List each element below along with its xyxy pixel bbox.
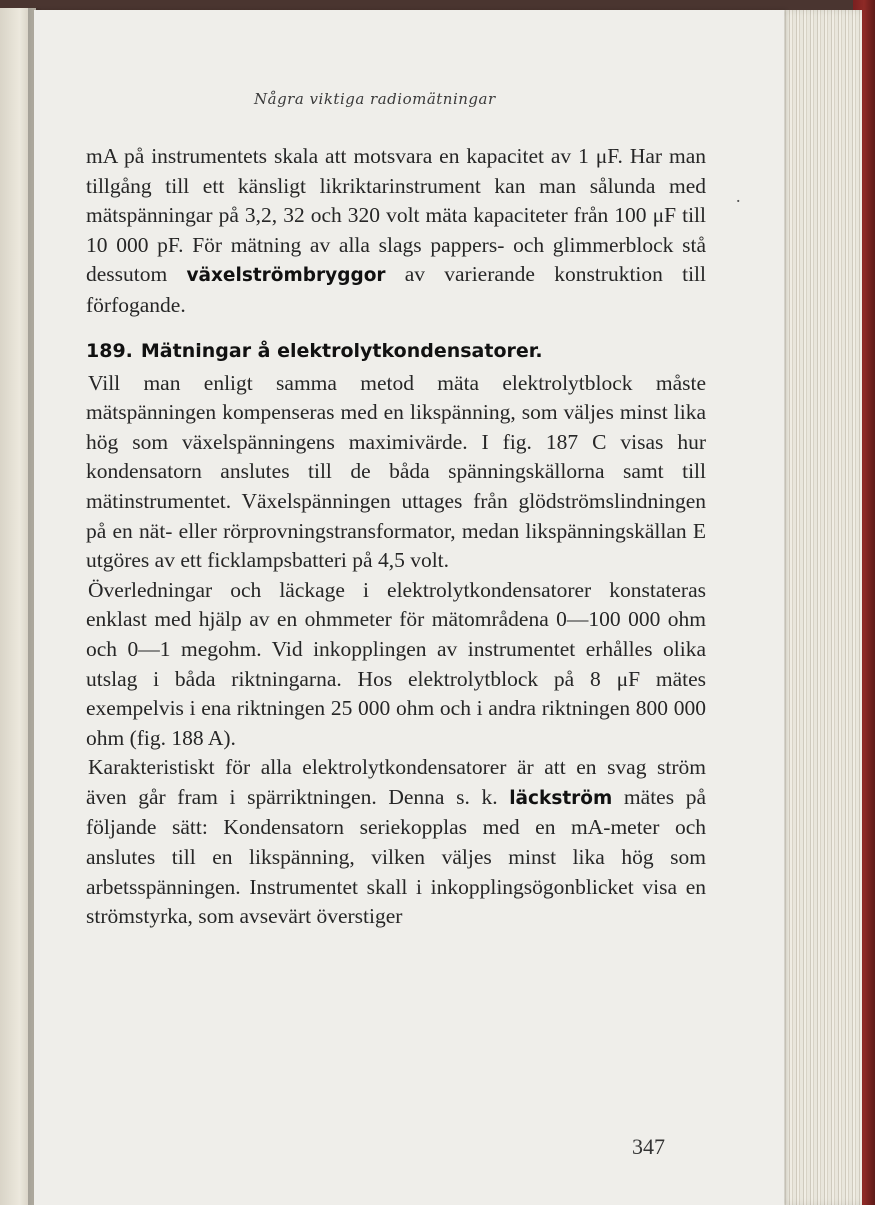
intro-text-start: mA på instrumentets skala att motsvara en kapacitet av 1 μF. Har man tillgång till ett känsligt likriktarinstrument kan man sålunda med mätspänningar på 3,2, 32 och 320 volt mäta kapaciteter från 100 μF till 10 000 pF. För mätning av alla slags pappers- och glimmerblock stå dessutom xyxy=(86,144,706,287)
paragraph-3-end: mätes på följande sätt: Kondensatorn seriekopplas med en mA-meter och anslutes till en likspänning, vilken väljes minst lika hög som arbetsspänningen. Instrumentet skall i inkopplingsögonblicket visa en strömstyrka, som avsevärt överstiger xyxy=(86,784,706,929)
paragraph-2: Överledningar och läckage i elektrolytkondensatorer konstateras enklast med hjälp av en ohmmeter för mätområdena 0—100 000 ohm och 0—1 megohm. Vid inkopplingen av instrumentet erhålles olika utslag i båda riktningarna. Hos elektrolytblock på 8 μF mätes exempelvis i ena riktningen 25 000 ohm och i andra riktningen 800 000 ohm (fig. 188 A). xyxy=(86,577,706,750)
paragraph-3 xyxy=(86,753,706,932)
section-number: 189. xyxy=(86,339,133,362)
term-vaxelstrombryggor: växelströmbryggor xyxy=(186,265,386,287)
intro-paragraph xyxy=(86,142,706,321)
body-text xyxy=(86,142,706,932)
intro-text-end: av varierande konstruktion till förfogande. xyxy=(86,262,706,317)
section-title: Mätningar å elektrolytkondensatorer. xyxy=(140,339,543,362)
page-edges xyxy=(772,10,862,1205)
margin-mark: . xyxy=(736,186,741,206)
running-head: Några viktiga radiomätningar xyxy=(254,90,496,108)
paragraph-3-start: Karakteristiskt för alla elektrolytkondensatorer är att en svag ström även går fram i spärriktningen. Denna s. k. xyxy=(86,755,706,809)
book-page xyxy=(34,10,784,1205)
term-lackstrom: läckström xyxy=(509,787,613,809)
section-heading xyxy=(86,337,706,365)
paragraph-1: Vill man enligt samma metod mäta elektrolytblock måste mätspänningen kompenseras med en likspänning, som väljes minst lika hög som växelspänningens maximivärde. I fig. 187 C visas hur kondensatorn anslutes till de båda spänningskällorna samt till mätinstrumentet. Växelspänningen uttages från glödströmslindningen på en nät- eller rörprovningstransformator, medan likspänningskällan E utgöres av ett ficklampsbatteri på 4,5 volt. xyxy=(86,370,706,573)
page-number: 347 xyxy=(632,1134,665,1159)
